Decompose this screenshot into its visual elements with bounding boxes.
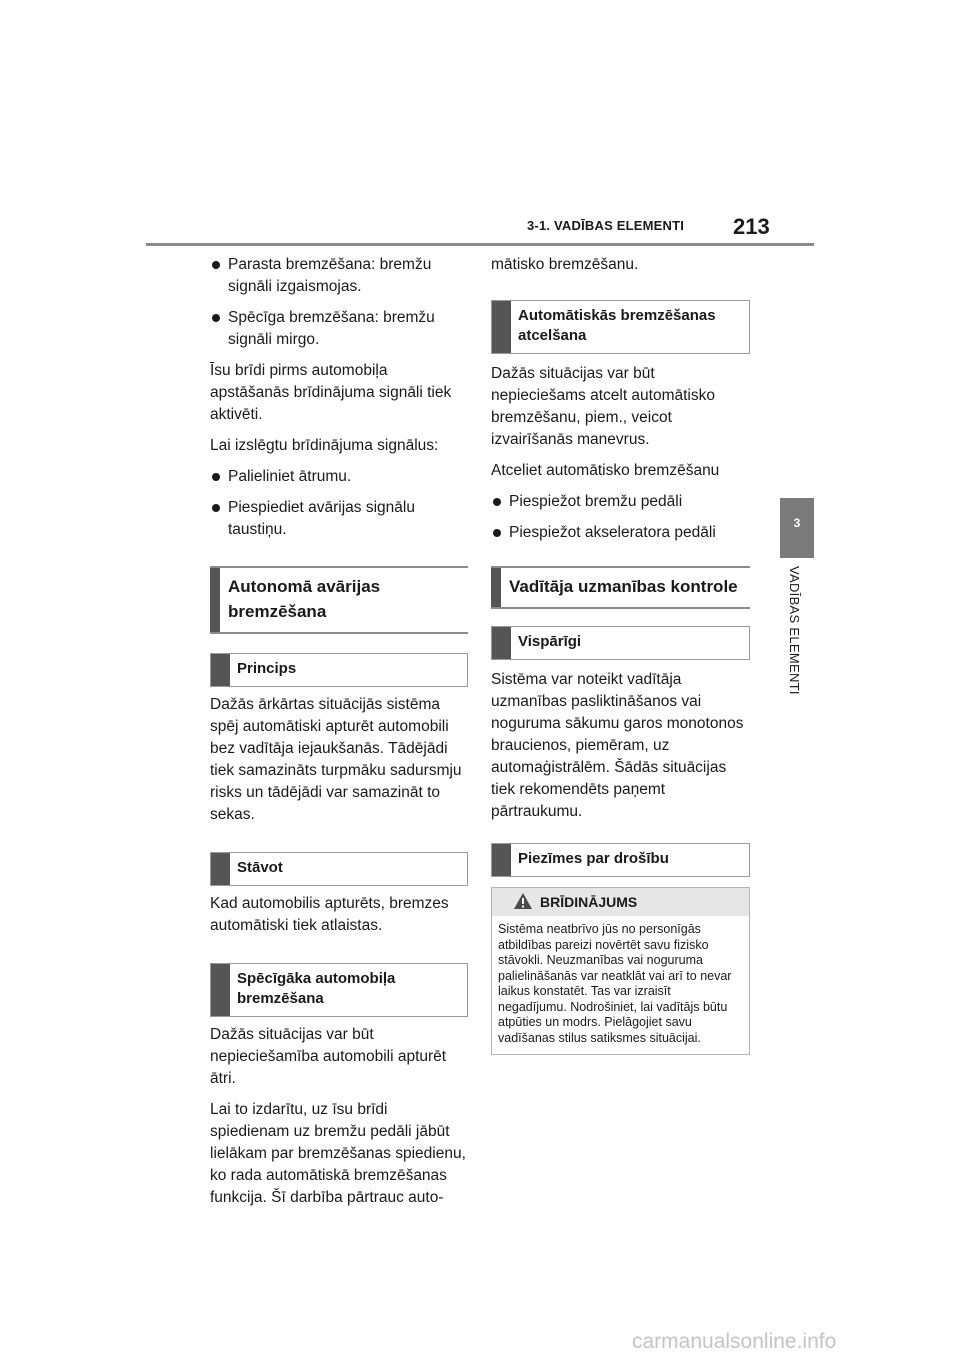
paragraph: mātisko bremzēšanu. — [491, 256, 639, 273]
header-rule — [146, 243, 814, 246]
paragraph: Dažās situācijas var būt nepieciešams atcelt automātisko bremzēšanu, piem., veicot izvairīšanās manevrus. — [491, 365, 716, 448]
bullet-item: Parasta bremzēšana: bremžu signāli izgaismojas. — [210, 254, 468, 298]
paragraph: Lai izslēgtu brīdinājuma signālus: — [210, 437, 439, 454]
warning-header — [492, 888, 749, 916]
paragraph: Kad automobilis apturēts, bremzes automātiski tiek atlaistas. — [210, 895, 449, 934]
page-number: 213 — [733, 214, 770, 239]
chapter-tab-label: VADĪBAS ELEMENTI — [787, 566, 802, 695]
warning-triangle-icon — [513, 892, 533, 915]
subsection-heading: Piezīmes par drošību — [491, 843, 750, 877]
subsection-heading: Spēcīgāka automobiļa bremzēšana — [210, 963, 468, 1017]
section-header: 3-1. VADĪBAS ELEMENTI — [527, 218, 685, 233]
bullet-item: Piespiežot akseleratora pedāli — [491, 522, 750, 544]
chapter-tab: 3 — [780, 498, 814, 558]
section-heading: Vadītāja uzmanības kontrole — [491, 566, 750, 609]
paragraph: Dažās ārkārtas situācijās sistēma spēj automātiski apturēt automobili bez vadītāja iejaukšanās. Tādējādi tiek samazināts turpmāku sadursmju risks un tādējādi var samazināt to sekas. — [210, 696, 462, 823]
subsection-heading: Automātiskās bremzēšanas atcelšana — [491, 300, 750, 354]
paragraph: Dažās situācijas var būt nepieciešamība automobili apturēt ātri. — [210, 1026, 447, 1087]
subsection-heading: Princips — [210, 653, 468, 687]
bullet-item: Piespiediet avārijas signālu taustiņu. — [210, 497, 468, 541]
bullet-item: Spēcīga bremzēšana: bremžu signāli mirgo. — [210, 307, 468, 351]
section-heading: Autonomā avārijas bremzēšana — [210, 566, 468, 634]
left-column — [210, 254, 468, 1218]
bullet-item: Piespiežot bremžu pedāli — [491, 491, 750, 513]
subsection-heading: Vispārīgi — [491, 626, 750, 660]
watermark: carmanualsonline.info — [632, 1330, 837, 1353]
bullet-item: Palieliniet ātrumu. — [210, 466, 468, 488]
paragraph: Īsu brīdi pirms automobiļa apstāšanās brīdinājuma signāli tiek aktivēti. — [210, 362, 452, 423]
warning-box — [491, 887, 750, 1055]
warning-text: Sistēma neatbrīvo jūs no personīgās atbildības pareizi novērtēt savu fizisko stāvokli. Neuzmanības vai noguruma palielināšanās var neatklāt vai arī to nevar laikus konstatēt. Tas var izraisīt negadījumu. Nodrošiniet, lai vadītājs būtu atpūties un modrs. Pielāgojiet savu vadīšanas stilus satiksmes situācijai. — [498, 922, 732, 1045]
right-column — [491, 254, 750, 1055]
paragraph: Sistēma var noteikt vadītāja uzmanības pasliktināšanos vai noguruma sākumu garos monotonos braucienos, piemēram, uz automaģistrālēm. Šādās situācijas tiek rekomendēts paņemt pārtraukumu. — [491, 671, 744, 820]
paragraph: Atceliet automātisko bremzēšanu — [491, 462, 720, 479]
paragraph: Lai to izdarītu, uz īsu brīdi spiedienam uz bremžu pedāli jābūt lielākam par bremzēšanas spiedienu, ko rada automātiskā bremzēšanas funkcija. Šī darbība pārtrauc auto- — [210, 1101, 466, 1206]
warning-title: BRĪDINĀJUMS — [540, 894, 638, 910]
subsection-heading: Stāvot — [210, 852, 468, 886]
